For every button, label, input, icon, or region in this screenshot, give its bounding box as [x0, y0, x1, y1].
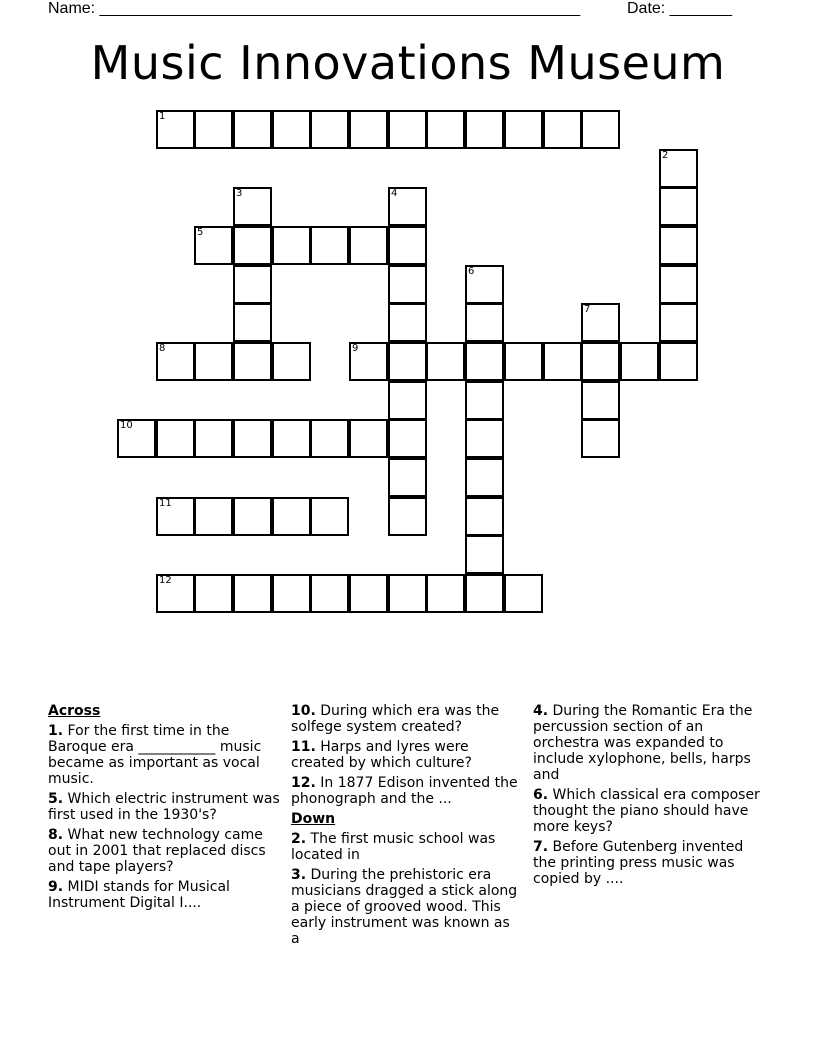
grid-cell[interactable]	[426, 574, 465, 613]
grid-cell[interactable]	[659, 187, 698, 226]
grid-cell[interactable]	[659, 303, 698, 342]
grid-cell[interactable]	[310, 497, 349, 536]
grid-cell[interactable]	[388, 574, 427, 613]
grid-cell[interactable]	[156, 574, 195, 613]
cell-number: 7	[584, 304, 591, 315]
grid-cell[interactable]	[156, 419, 195, 458]
grid-cell[interactable]	[233, 574, 272, 613]
grid-cell[interactable]	[659, 226, 698, 265]
grid-cell[interactable]	[233, 226, 272, 265]
clue-column	[48, 700, 280, 915]
cell-number: 5	[197, 227, 204, 238]
grid-cell[interactable]	[310, 110, 349, 149]
grid-cell[interactable]	[156, 497, 195, 536]
clue-item: 3. During the prehistoric era musicians dragged a stick along a piece of grooved wood. This early instrument was known as a	[291, 867, 518, 947]
grid-cell[interactable]	[581, 419, 620, 458]
grid-cell[interactable]	[349, 342, 388, 381]
grid-cell[interactable]	[233, 497, 272, 536]
clue-column	[291, 700, 521, 951]
grid-cell[interactable]	[156, 110, 195, 149]
grid-cell[interactable]	[388, 265, 427, 304]
grid-cell[interactable]	[310, 419, 349, 458]
name-field-label[interactable]: Name: ______________________________________________________	[48, 0, 581, 17]
grid-cell[interactable]	[465, 303, 504, 342]
cell-number: 2	[662, 150, 669, 161]
grid-cell[interactable]	[272, 419, 311, 458]
grid-cell[interactable]	[465, 458, 504, 497]
grid-cell[interactable]	[659, 149, 698, 188]
grid-cell[interactable]	[504, 342, 543, 381]
grid-cell[interactable]	[388, 381, 427, 420]
across-heading: Across	[48, 703, 101, 719]
grid-cell[interactable]	[233, 303, 272, 342]
date-field-label[interactable]: Date: _______	[627, 0, 732, 17]
grid-cell[interactable]	[272, 342, 311, 381]
down-heading: Down	[291, 811, 336, 827]
grid-cell[interactable]	[272, 574, 311, 613]
grid-cell[interactable]	[581, 342, 620, 381]
grid-cell[interactable]	[659, 342, 698, 381]
grid-cell[interactable]	[117, 419, 156, 458]
cell-number: 1	[159, 111, 166, 122]
grid-cell[interactable]	[426, 342, 465, 381]
grid-cell[interactable]	[233, 110, 272, 149]
grid-cell[interactable]	[659, 265, 698, 304]
grid-cell[interactable]	[581, 110, 620, 149]
grid-cell[interactable]	[465, 342, 504, 381]
grid-cell[interactable]	[388, 419, 427, 458]
cell-number: 9	[352, 343, 359, 354]
grid-cell[interactable]	[581, 303, 620, 342]
grid-cell[interactable]	[465, 265, 504, 304]
cell-number: 10	[120, 420, 133, 431]
clue-item: 11. Harps and lyres were created by which culture?	[291, 739, 472, 771]
grid-cell[interactable]	[194, 110, 233, 149]
grid-cell[interactable]	[504, 110, 543, 149]
grid-cell[interactable]	[194, 497, 233, 536]
grid-cell[interactable]	[465, 497, 504, 536]
page-title: Music Innovations Museum	[90, 36, 726, 90]
grid-cell[interactable]	[388, 226, 427, 265]
clue-item: 12. In 1877 Edison invented the phonograph and the ...	[291, 775, 518, 807]
grid-cell[interactable]	[620, 342, 659, 381]
clue-item: 2. The first music school was located in	[291, 831, 496, 863]
cell-number: 12	[159, 575, 172, 586]
grid-cell[interactable]	[349, 110, 388, 149]
grid-cell[interactable]	[194, 342, 233, 381]
grid-cell[interactable]	[388, 497, 427, 536]
grid-cell[interactable]	[465, 110, 504, 149]
cell-number: 3	[236, 188, 243, 199]
grid-cell[interactable]	[233, 187, 272, 226]
grid-cell[interactable]	[349, 574, 388, 613]
grid-cell[interactable]	[349, 226, 388, 265]
grid-cell[interactable]	[349, 419, 388, 458]
grid-cell[interactable]	[388, 303, 427, 342]
clue-item: 8. What new technology came out in 2001 that replaced discs and tape players?	[48, 827, 266, 875]
grid-cell[interactable]	[388, 458, 427, 497]
cell-number: 11	[159, 498, 172, 509]
grid-cell[interactable]	[543, 110, 582, 149]
grid-cell[interactable]	[388, 187, 427, 226]
grid-cell[interactable]	[543, 342, 582, 381]
cell-number: 4	[391, 188, 398, 199]
grid-cell[interactable]	[581, 381, 620, 420]
grid-cell[interactable]	[194, 226, 233, 265]
cell-number: 8	[159, 343, 166, 354]
clue-item: 9. MIDI stands for Musical Instrument Digital I....	[48, 879, 230, 911]
grid-cell[interactable]	[272, 226, 311, 265]
grid-cell[interactable]	[310, 574, 349, 613]
grid-cell[interactable]	[194, 419, 233, 458]
cell-number: 6	[468, 266, 475, 277]
grid-cell[interactable]	[465, 419, 504, 458]
grid-cell[interactable]	[465, 574, 504, 613]
grid-cell[interactable]	[272, 110, 311, 149]
grid-cell[interactable]	[233, 265, 272, 304]
clue-item: 5. Which electric instrument was first used in the 1930's?	[48, 791, 280, 823]
clue-item: 7. Before Gutenberg invented the printing press music was copied by ....	[533, 839, 744, 887]
grid-cell[interactable]	[272, 497, 311, 536]
grid-cell[interactable]	[233, 342, 272, 381]
grid-cell[interactable]	[310, 226, 349, 265]
clue-item: 1. For the first time in the Baroque era ___________ music became as important as vocal music.	[48, 723, 262, 787]
clue-column	[533, 700, 769, 891]
grid-cell[interactable]	[194, 574, 233, 613]
grid-cell[interactable]	[504, 574, 543, 613]
clue-item: 6. Which classical era composer thought the piano should have more keys?	[533, 787, 760, 835]
grid-cell[interactable]	[465, 381, 504, 420]
grid-cell[interactable]	[426, 110, 465, 149]
grid-cell[interactable]	[233, 419, 272, 458]
grid-cell[interactable]	[156, 342, 195, 381]
grid-cell[interactable]	[388, 342, 427, 381]
clue-item: 10. During which era was the solfege system created?	[291, 703, 500, 735]
grid-cell[interactable]	[388, 110, 427, 149]
clue-item: 4. During the Romantic Era the percussion section of an orchestra was expanded to include xylophone, bells, harps and	[533, 703, 753, 783]
grid-cell[interactable]	[465, 535, 504, 574]
